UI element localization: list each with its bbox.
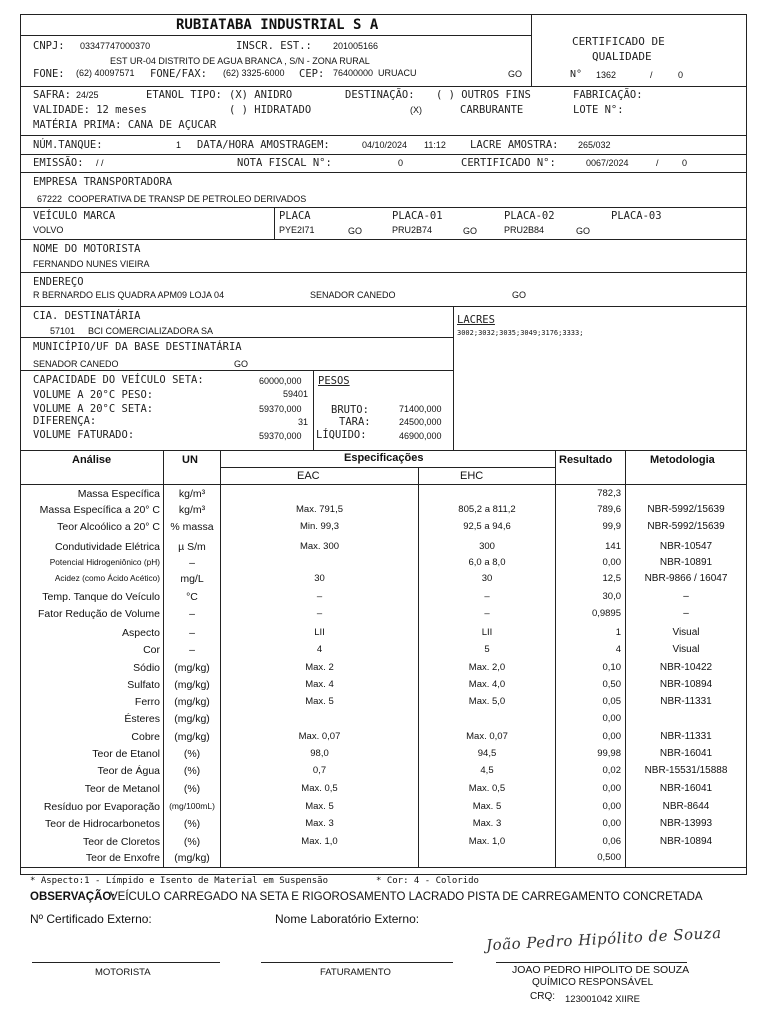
col-ehc-header: EHC: [460, 470, 484, 482]
analysis-unit: % massa: [170, 521, 214, 533]
inscr-label: INSCR. EST.:: [236, 40, 312, 52]
nota-fiscal-label: NOTA FISCAL N°:: [237, 157, 332, 169]
capacidade-value: 60000,000: [259, 376, 302, 386]
fonefax-label: FONE/FAX:: [150, 68, 207, 80]
certificado-value: 0067/2024: [586, 158, 629, 168]
analysis-method: NBR-5992/15639: [647, 504, 725, 515]
certificado-slash: /: [656, 158, 659, 168]
analysis-name: Ferro: [134, 696, 160, 708]
motorista-signature-label: MOTORISTA: [95, 967, 151, 978]
analysis-spec-ehc: 92,5 a 94,6: [463, 521, 511, 532]
cert-title-line1: CERTIFICADO DE: [572, 35, 665, 48]
analysis-unit: (mg/kg): [174, 731, 210, 743]
analysis-spec-ehc: 4,5: [480, 765, 494, 776]
analysis-result: 0,10: [602, 662, 621, 673]
analysis-result: 99,98: [597, 748, 621, 759]
endereco-uf: GO: [512, 290, 527, 300]
placa-value: PYE2I71: [279, 225, 315, 235]
tara-label: TARA:: [339, 416, 371, 428]
capacidade-label: CAPACIDADE DO VEÍCULO SETA:: [33, 374, 204, 386]
analysis-spec-eac: LII: [314, 627, 325, 638]
carburante-option: CARBURANTE: [460, 104, 524, 116]
fabricacao-label: FABRICAÇÃO:: [573, 89, 643, 101]
analysis-unit: °C: [186, 591, 198, 603]
observacao-label: OBSERVAÇÃO:: [30, 891, 116, 903]
analysis-spec-ehc: Max. 5: [472, 801, 502, 812]
cert-externo-label: Nº Certificado Externo:: [30, 912, 152, 926]
col-metodologia-header: Metodologia: [650, 454, 715, 466]
endereco-label: ENDEREÇO: [33, 276, 84, 288]
analysis-result: 4: [615, 644, 621, 655]
analysis-spec-ehc: 30: [481, 573, 493, 584]
analysis-name: Teor de Enxofre: [85, 852, 160, 864]
vol-peso-value: 59401: [283, 389, 309, 399]
analysis-result: 99,9: [602, 521, 621, 532]
inscr-value: 201005166: [333, 41, 379, 51]
analysis-method: Visual: [672, 644, 700, 655]
municipio-value: SENADOR CANEDO: [33, 359, 119, 369]
company-address: EST UR-04 DISTRITO DE AGUA BRANCA , S/N - ZONA RURAL: [110, 56, 370, 66]
analysis-spec-ehc: 6,0 a 8,0: [468, 557, 506, 568]
analysis-spec-eac: Max. 791,5: [296, 504, 343, 515]
analysis-unit: (mg/kg): [174, 852, 210, 864]
analysis-name: Ésteres: [124, 713, 160, 725]
lacres-label: LACRES: [457, 314, 495, 326]
diferenca-label: DIFERENÇA:: [33, 415, 97, 427]
company-name: RUBIATABA INDUSTRIAL S A: [176, 17, 379, 33]
chemist-name: JOAO PEDRO HIPOLITO DE SOUZA: [512, 964, 690, 976]
veiculo-label: VEÍCULO MARCA: [33, 210, 116, 222]
analysis-spec-ehc: –: [484, 608, 490, 619]
analysis-name: Teor de Hidrocarbonetos: [45, 818, 160, 830]
carburante-mark: (X): [410, 105, 422, 115]
analysis-unit: kg/m³: [178, 504, 206, 516]
emissao-value: / /: [96, 158, 104, 168]
cert-no-value: 1362: [596, 70, 617, 80]
cnpj-value: 03347747000370: [80, 41, 151, 51]
empresa-name: COOPERATIVA DE TRANSP DE PETROLEO DERIVADOS: [68, 194, 307, 204]
materia-prima: MATÉRIA PRIMA: CANA DE AÇUCAR: [33, 119, 217, 131]
analysis-method: NBR-11331: [660, 731, 712, 742]
analysis-spec-eac: 4: [316, 644, 323, 655]
analysis-unit: (mg/kg): [174, 713, 210, 725]
cep-label: CEP:: [299, 68, 325, 80]
hidratado-option: ( ) HIDRATADO: [229, 104, 312, 116]
lab-externo-label: Nome Laboratório Externo:: [275, 912, 420, 926]
analysis-spec-ehc: LII: [481, 627, 493, 638]
analysis-unit: (%): [183, 748, 201, 760]
outros-fins-option: ( ) OUTROS FINS: [436, 89, 531, 101]
analysis-result: 12,5: [602, 573, 621, 584]
analysis-result: 0,05: [602, 696, 621, 707]
vol-peso-label: VOLUME A 20°C PESO:: [33, 389, 154, 401]
municipio-uf: GO: [234, 359, 249, 369]
analysis-unit: –: [189, 627, 195, 639]
cert-title-line2: QUALIDADE: [592, 50, 652, 63]
analysis-unit: (%): [183, 765, 201, 777]
lote-label: LOTE N°:: [573, 104, 624, 116]
etanol-tipo-label: ETANOL TIPO:: [146, 89, 222, 101]
analysis-result: 0,00: [602, 801, 621, 812]
analysis-result: 141: [605, 541, 621, 552]
analysis-result: 0,50: [602, 679, 621, 690]
safra-label: SAFRA:: [33, 89, 71, 101]
analysis-method: NBR-13993: [659, 818, 713, 829]
data-hora-value: 04/10/2024: [362, 140, 408, 150]
analysis-spec-ehc: 300: [479, 541, 495, 552]
col-analise-header: Análise: [72, 454, 112, 466]
analysis-unit: (mg/kg): [174, 679, 210, 691]
certificado-label: CERTIFICADO N°:: [461, 157, 556, 169]
nota-fiscal-value: 0: [398, 158, 404, 168]
analysis-result: 782,3: [597, 488, 621, 499]
analysis-result: 0,06: [602, 836, 621, 847]
placa02-label: PLACA-02: [504, 210, 555, 222]
analysis-unit: (%): [183, 783, 201, 795]
analysis-name: Massa Específica: [77, 488, 160, 500]
fone-value: (62) 40097571: [76, 68, 135, 78]
validade-label: VALIDADE: 12 meses: [33, 104, 147, 116]
analysis-spec-ehc: Max. 1,0: [468, 836, 506, 847]
endereco-value: R BERNARDO ELIS QUADRA APM09 LOJA 04: [33, 290, 225, 300]
analysis-spec-ehc: Max. 5,0: [468, 696, 506, 707]
analysis-method: NBR-11331: [660, 696, 712, 707]
analysis-unit: –: [189, 608, 195, 620]
analysis-method: NBR-10891: [659, 557, 713, 568]
analysis-spec-ehc: Max. 0,5: [468, 783, 506, 794]
placa01-value: PRU2B74: [392, 225, 433, 235]
placa02-value: PRU2B84: [504, 225, 545, 235]
placa01-uf: GO: [463, 226, 478, 236]
analysis-unit: (mg/100mL): [169, 801, 215, 811]
analysis-spec-eac: Max. 4: [305, 679, 334, 690]
analysis-unit: –: [189, 644, 195, 656]
vol-faturado-value: 59370,000: [259, 431, 302, 441]
analysis-spec-eac: 0,7: [312, 765, 327, 776]
lacres-value: 3002;3032;3035;3049;3176;3333;: [457, 329, 584, 337]
analysis-spec-eac: Max. 5: [305, 801, 334, 812]
diferenca-value: 31: [298, 417, 309, 427]
analysis-spec-eac: Max. 300: [299, 541, 340, 552]
endereco-city: SENADOR CANEDO: [310, 290, 396, 300]
certificado-suffix: 0: [682, 158, 688, 168]
lacre-amostra-label: LACRE AMOSTRA:: [470, 139, 559, 151]
analysis-spec-eac: 30: [314, 573, 325, 584]
analysis-name: Teor Alcoólico a 20° C: [57, 521, 160, 533]
empresa-code: 67222: [37, 194, 63, 204]
analysis-method: NBR-8644: [662, 801, 710, 812]
placa01-label: PLACA-01: [392, 210, 443, 222]
analysis-unit: kg/m³: [178, 488, 206, 500]
col-especificacoes-header: Especificações: [344, 452, 424, 464]
analysis-spec-ehc: Max. 3: [472, 818, 502, 829]
analysis-spec-eac: Max. 1,0: [301, 836, 338, 847]
analysis-spec-ehc: Max. 2,0: [468, 662, 506, 673]
anidro-option: (X) ANIDRO: [229, 89, 293, 101]
num-tanque-label: NÚM.TANQUE:: [33, 139, 103, 151]
cia-code: 57101: [50, 326, 76, 336]
faturamento-signature-label: FATURAMENTO: [320, 967, 391, 978]
vol-faturado-label: VOLUME FATURADO:: [33, 429, 135, 441]
motorista-value: FERNANDO NUNES VIEIRA: [33, 259, 150, 269]
bruto-value: 71400,000: [399, 404, 442, 414]
empresa-label: EMPRESA TRANSPORTADORA: [33, 176, 173, 188]
analysis-spec-eac: Max. 3: [305, 818, 334, 829]
liquido-value: 46900,000: [399, 431, 442, 441]
analysis-name: Sódio: [133, 662, 160, 674]
analysis-method: NBR-10547: [659, 541, 713, 552]
analysis-spec-ehc: 5: [484, 644, 490, 655]
analysis-method: NBR-16041: [659, 783, 713, 794]
analysis-method: NBR-10894: [659, 836, 713, 847]
analysis-name: Teor de Água: [97, 765, 160, 777]
note-cor: * Cor: 4 - Colorido: [376, 876, 479, 886]
analysis-result: 0,00: [602, 557, 621, 568]
analysis-name: Acidez (como Ácido Acético): [54, 573, 160, 583]
num-tanque-value: 1: [176, 140, 182, 150]
analysis-method: –: [683, 591, 689, 602]
analysis-method: Visual: [672, 627, 700, 638]
analysis-spec-ehc: 805,2 a 811,2: [458, 504, 516, 515]
placa02-uf: GO: [576, 226, 591, 236]
analysis-name: Teor de Cloretos: [82, 836, 160, 848]
placa-uf: GO: [348, 226, 363, 236]
crq-label: CRQ:: [530, 991, 555, 1002]
emissao-label: EMISSÃO:: [33, 157, 84, 169]
analysis-method: NBR-5992/15639: [647, 521, 725, 532]
analysis-method: –: [683, 608, 689, 619]
col-un-header: UN: [182, 454, 198, 466]
analysis-spec-eac: Min. 99,3: [299, 521, 340, 532]
analysis-spec-eac: Max. 0,5: [301, 783, 338, 794]
analysis-name: Aspecto: [122, 627, 160, 639]
analysis-name: Massa Específica a 20° C: [39, 504, 160, 516]
analysis-spec-ehc: –: [484, 591, 490, 602]
analysis-result: 0,00: [602, 783, 621, 794]
analysis-spec-ehc: Max. 0,07: [466, 731, 508, 742]
analysis-unit: (mg/kg): [174, 696, 210, 708]
analysis-name: Resíduo por Evaporação: [43, 801, 160, 813]
analysis-unit: (mg/kg): [174, 662, 210, 674]
analysis-name: Cor: [143, 644, 160, 656]
pesos-label: PESOS: [318, 375, 350, 387]
analysis-method: NBR-16041: [659, 748, 713, 759]
chemist-role: QUÍMICO RESPONSÁVEL: [532, 977, 654, 988]
destinacao-label: DESTINAÇÃO:: [345, 89, 415, 101]
cia-label: CIA. DESTINATÁRIA: [33, 310, 141, 322]
analysis-name: Temp. Tanque do Veículo: [42, 591, 160, 603]
safra-value: 24/25: [76, 90, 99, 100]
analysis-unit: (%): [183, 818, 201, 830]
analysis-unit: –: [189, 557, 195, 569]
col-eac-header: EAC: [297, 470, 320, 482]
analysis-unit: (%): [183, 836, 201, 848]
liquido-label: LÍQUIDO:: [316, 429, 367, 441]
cert-no-year: 0: [678, 70, 684, 80]
veiculo-value: VOLVO: [33, 225, 64, 235]
vol-seta-value: 59370,000: [259, 404, 302, 414]
city-value: URUACU: [378, 68, 417, 78]
analysis-name: Teor de Metanol: [84, 783, 160, 795]
placa03-label: PLACA-03: [611, 210, 662, 222]
analysis-result: 0,9895: [591, 608, 621, 619]
analysis-spec-eac: 98,0: [310, 748, 329, 759]
cep-value: 76400000: [333, 68, 374, 78]
signature: João Pedro Hipólito de Souza: [485, 923, 722, 955]
col-resultado-header: Resultado: [559, 454, 613, 466]
tara-value: 24500,000: [399, 417, 442, 427]
cert-no-label: N°: [570, 69, 583, 80]
municipio-label: MUNICÍPIO/UF DA BASE DESTINATÁRIA: [33, 341, 242, 353]
analysis-name: Condutividade Elétrica: [54, 541, 160, 553]
hora-value: 11:12: [424, 140, 446, 150]
analysis-result: 30,0: [602, 591, 621, 602]
analysis-name: Teor de Etanol: [92, 748, 160, 760]
analysis-spec-eac: Max. 0,07: [298, 731, 341, 742]
analysis-result: 0,02: [602, 765, 621, 776]
placa-label: PLACA: [279, 210, 311, 222]
lacre-amostra-value: 265/032: [578, 140, 611, 150]
analysis-name: Fator Redução de Volume: [38, 608, 160, 620]
analysis-spec-eac: –: [316, 591, 323, 602]
analysis-result: 0,500: [597, 852, 621, 863]
fonefax-value: (62) 3325-6000: [223, 68, 285, 78]
cert-no-slash: /: [650, 70, 653, 80]
analysis-method: NBR-9866 / 16047: [644, 573, 728, 584]
cnpj-label: CNPJ:: [33, 40, 65, 52]
crq-value: 123001042 XIIRE: [565, 994, 641, 1005]
analysis-method: NBR-10894: [659, 679, 713, 690]
analysis-spec-eac: Max. 2: [305, 662, 334, 673]
motorista-label: NOME DO MOTORISTA: [33, 243, 141, 255]
fone-label: FONE:: [33, 68, 65, 80]
analysis-result: 0,00: [602, 731, 621, 742]
analysis-spec-eac: –: [316, 608, 323, 619]
analysis-method: NBR-10422: [659, 662, 713, 673]
state-value: GO: [508, 69, 523, 79]
analysis-result: 1: [615, 627, 621, 638]
analysis-name: Cobre: [131, 731, 160, 743]
analysis-result: 789,6: [597, 504, 621, 515]
observacao-text: VEÍCULO CARREGADO NA SETA E RIGOROSAMENTO LACRADO PISTA DE CARREGAMENTO CONCRETADA: [110, 891, 703, 903]
analysis-spec-ehc: Max. 4,0: [468, 679, 506, 690]
analysis-name: Potencial Hidrogeniônico (pH): [49, 557, 160, 567]
vol-seta-label: VOLUME A 20°C SETA:: [33, 403, 154, 415]
analysis-unit: µ S/m: [178, 541, 206, 553]
analysis-spec-eac: Max. 5: [305, 696, 334, 707]
bruto-label: BRUTO:: [331, 404, 369, 416]
analysis-result: 0,00: [602, 818, 621, 829]
cia-name: BCI COMERCIALIZADORA SA: [88, 326, 214, 336]
analysis-spec-ehc: 94,5: [477, 748, 497, 759]
analysis-name: Sulfato: [127, 679, 160, 691]
analysis-result: 0,00: [602, 713, 621, 724]
note-aspecto: * Aspecto:1 - Límpido e Isento de Material em Suspensão: [30, 876, 329, 886]
analysis-unit: mg/L: [180, 573, 204, 585]
data-hora-label: DATA/HORA AMOSTRAGEM:: [197, 139, 330, 151]
analysis-method: NBR-15531/15888: [644, 765, 728, 776]
